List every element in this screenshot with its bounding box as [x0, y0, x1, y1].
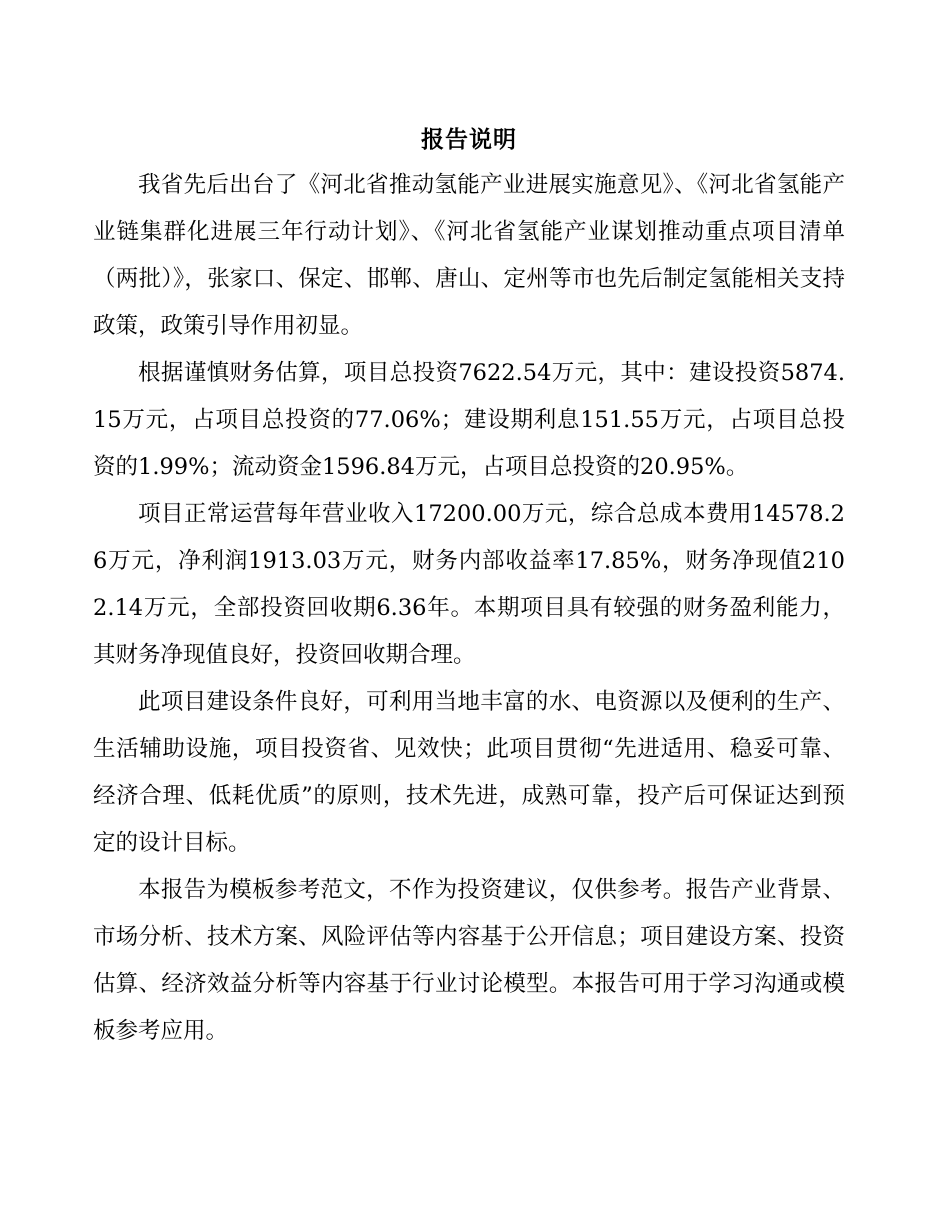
paragraph-construction-conditions: 此项目建设条件良好，可利用当地丰富的水、电资源以及便利的生产、生活辅助设施，项目投资省、见效快；此项目贯彻“先进适用、稳妥可靠、经济合理、低耗优质”的原则，技术先进，成熟可靠，投产后可保证达到预定的设计目标。 [93, 689, 845, 856]
paragraph-disclaimer: 本报告为模板参考范文，不作为投资建议，仅供参考。报告产业背景、市场分析、技术方案、风险评估等内容基于公开信息；项目建设方案、投资估算、经济效益分析等内容基于行业讨论模型。本报告可用于学习沟通或模板参考应用。 [93, 877, 845, 1044]
paragraph-investment-estimate: 根据谨慎财务估算，项目总投资7622.54万元，其中：建设投资5874.15万元，占项目总投资的77.06%；建设期利息151.55万元，占项目总投资的1.99%；流动资金1596.84万元，占项目总投资的20.95%。 [93, 360, 845, 480]
report-page [93, 118, 845, 1055]
page-title: 报告说明 [421, 126, 517, 153]
paragraph-policy-background: 我省先后出台了《河北省推动氢能产业进展实施意见》、《河北省氢能产业链集群化进展三年行动计划》、《河北省氢能产业谋划推动重点项目清单（两批）》，张家口、保定、邯郸、唐山、定州等市也先后制定氢能相关支持政策，政策引导作用初显。 [93, 172, 845, 339]
paragraph-financial-returns: 项目正常运营每年营业收入17200.00万元，综合总成本费用14578.26万元，净利润1913.03万元，财务内部收益率17.85%，财务净现值2102.14万元，全部投资回收期6.36年。本期项目具有较强的财务盈利能力，其财务净现值良好，投资回收期合理。 [93, 501, 845, 668]
